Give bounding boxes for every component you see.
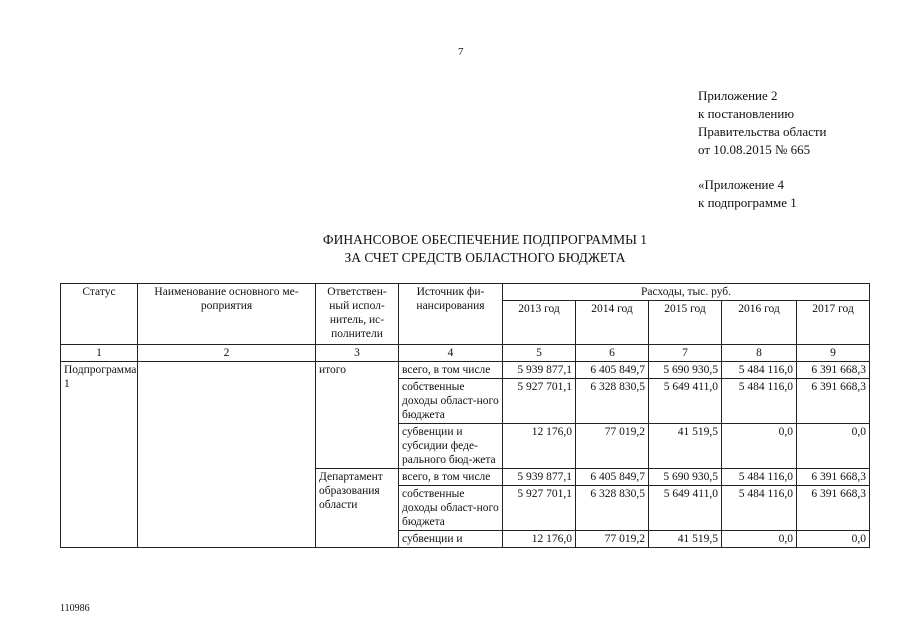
value-cell: 6 405 849,7 — [576, 469, 649, 486]
header-row — [61, 284, 870, 301]
value-cell: 12 176,0 — [503, 531, 576, 548]
value-cell: 6 328 830,5 — [576, 379, 649, 424]
column-number: 3 — [316, 345, 399, 362]
appendix-line: от 10.08.2015 № 665 — [698, 142, 811, 157]
value-cell: 77 019,2 — [576, 424, 649, 469]
column-number: 4 — [399, 345, 503, 362]
appendix-line: Правительства области — [698, 124, 827, 139]
executor-cell: Департамент образования области — [316, 469, 399, 548]
value-cell: 41 519,5 — [649, 531, 722, 548]
header-year: 2016 год — [722, 301, 797, 345]
column-number-row — [61, 345, 870, 362]
appendix-line: Приложение 2 — [698, 88, 778, 103]
value-cell: 6 391 668,3 — [797, 469, 870, 486]
financing-table — [60, 283, 870, 548]
header-year: 2015 год — [649, 301, 722, 345]
column-number: 7 — [649, 345, 722, 362]
column-number: 1 — [61, 345, 138, 362]
value-cell: 77 019,2 — [576, 531, 649, 548]
value-cell: 5 484 116,0 — [722, 362, 797, 379]
column-number: 2 — [138, 345, 316, 362]
value-cell: 6 391 668,3 — [797, 379, 870, 424]
source-cell: собственные доходы област-ного бюджета — [399, 379, 503, 424]
column-number: 8 — [722, 345, 797, 362]
appendix-subnote — [698, 176, 797, 212]
value-cell: 5 484 116,0 — [722, 486, 797, 531]
header-status: Статус — [61, 284, 138, 345]
title-line: ФИНАНСОВОЕ ОБЕСПЕЧЕНИЕ ПОДПРОГРАММЫ 1 — [322, 232, 648, 247]
value-cell: 5 484 116,0 — [722, 379, 797, 424]
source-cell: субвенции и — [399, 531, 503, 548]
value-cell: 5 484 116,0 — [722, 469, 797, 486]
header-expenses: Расходы, тыс. руб. — [503, 284, 870, 301]
appendix-line: «Приложение 4 — [698, 177, 785, 192]
source-cell: субвенции и субсидии феде-рального бюд-жета — [399, 424, 503, 469]
header-year: 2014 год — [576, 301, 649, 345]
header-year: 2017 год — [797, 301, 870, 345]
header-executor: Ответствен-ный испол-нитель, ис-полнители — [316, 284, 399, 345]
value-cell: 0,0 — [797, 424, 870, 469]
column-number: 5 — [503, 345, 576, 362]
value-cell: 5 939 877,1 — [503, 362, 576, 379]
column-number: 9 — [797, 345, 870, 362]
name-cell — [138, 362, 316, 548]
value-cell: 5 649 411,0 — [649, 486, 722, 531]
value-cell: 5 690 930,5 — [649, 362, 722, 379]
value-cell: 5 690 930,5 — [649, 469, 722, 486]
value-cell: 0,0 — [722, 531, 797, 548]
value-cell: 0,0 — [722, 424, 797, 469]
page-number: 7 — [458, 46, 464, 58]
column-number: 6 — [576, 345, 649, 362]
title-line: ЗА СЧЕТ СРЕДСТВ ОБЛАСТНОГО БЮДЖЕТА — [344, 250, 626, 265]
value-cell: 41 519,5 — [649, 424, 722, 469]
value-cell: 6 391 668,3 — [797, 362, 870, 379]
value-cell: 5 939 877,1 — [503, 469, 576, 486]
value-cell: 6 391 668,3 — [797, 486, 870, 531]
source-cell: собственные доходы област-ного бюджета — [399, 486, 503, 531]
header-source: Источник фи-нансирования — [399, 284, 503, 345]
status-cell: Подпрограмма 1 — [61, 362, 138, 548]
value-cell: 6 328 830,5 — [576, 486, 649, 531]
header-name: Наименование основного ме-роприятия — [138, 284, 316, 345]
value-cell: 6 405 849,7 — [576, 362, 649, 379]
value-cell: 12 176,0 — [503, 424, 576, 469]
value-cell: 5 927 701,1 — [503, 486, 576, 531]
document-title — [230, 231, 740, 267]
value-cell: 5 927 701,1 — [503, 379, 576, 424]
appendix-line: к подпрограмме 1 — [698, 195, 797, 210]
executor-cell: итого — [316, 362, 399, 469]
appendix-line: к постановлению — [698, 106, 795, 121]
appendix-note — [698, 87, 827, 159]
source-cell: всего, в том числе — [399, 362, 503, 379]
header-year: 2013 год — [503, 301, 576, 345]
source-cell: всего, в том числе — [399, 469, 503, 486]
value-cell: 5 649 411,0 — [649, 379, 722, 424]
value-cell: 0,0 — [797, 531, 870, 548]
table-row — [61, 362, 870, 379]
footer-code: 110986 — [60, 603, 90, 614]
